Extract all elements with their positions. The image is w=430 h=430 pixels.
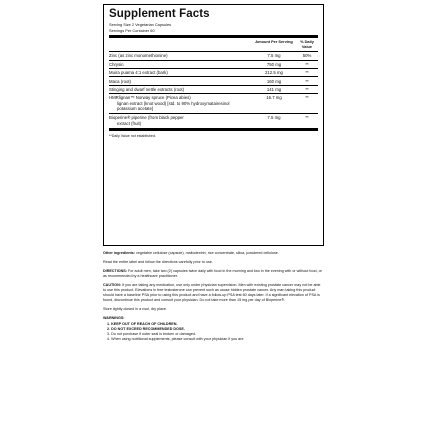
nutrient-dv: 50% (302, 53, 312, 59)
nutrient-name: Bioperine® piperine (from black pepper (109, 115, 184, 121)
nutrient-dv: ** (305, 95, 309, 101)
nutrient-row (109, 114, 318, 121)
panel-title: Supplement Facts (109, 8, 210, 20)
warning-item: 4. When using nutritional supplements, please consult with your physician if you are (107, 337, 244, 341)
nutrient-amount: 7.5 mg (267, 115, 281, 121)
caution-text: If you are taking any medication, use only under physician supervision. Men with existing prostate cancer may not be able to use this product. Elevations in free testosterone can prevent such as cause hidden prostate cancer. Any man taking this product should have a baseline PSA prior to using this product and have a follow-up PSA test 60 days later. If a significant elevation of PSA is found, discontinue this product and consult your physician. Do not take more than 15 mg per day of Bioperine®. (103, 283, 321, 302)
nutrient-row (109, 52, 318, 59)
nutrient-dv: ** (305, 78, 309, 84)
nutrient-row (109, 61, 318, 68)
other-ingredients-label: Other ingredients: (103, 251, 135, 255)
dv-header: % Daily Value (300, 39, 314, 49)
nutrient-row (109, 77, 318, 84)
nutrient-dv: ** (305, 70, 309, 76)
nutrient-amount: 160 mg (266, 78, 282, 84)
footnote: **Daily Value not established. (109, 134, 156, 139)
nutrient-subtext: lignan extract (knot wood) [std. to 90% hydroxymatairesinol potassium acetate] (117, 101, 230, 112)
warning-item: 3. Do not purchase if outer seal is broken or damaged. (107, 332, 196, 336)
caution-label: CAUTION: (103, 283, 122, 287)
label-text-block (103, 251, 324, 342)
directions-text: For adult men, take two (2) capsules twice daily with food in the morning and two in the evening with or without food, or as recommended by a healthcare practitioner. (103, 269, 322, 278)
supplement-facts-panel (103, 4, 324, 246)
nutrient-name: HMRlignan™ Norway spruce (Picea abies) (109, 95, 191, 101)
read-label-notice: Read the entire label and follow the directions carefully prior to use. (103, 260, 213, 264)
caution (103, 283, 324, 303)
nutrient-row (109, 69, 318, 76)
nutrient-amount: 212.5 mg (265, 70, 283, 76)
nutrient-dv: ** (305, 115, 309, 121)
nutrient-dv: ** (305, 86, 309, 92)
warning-item: 2. DO NOT EXCEED RECOMMENDED DOSE. (107, 327, 185, 331)
bottom-rule (109, 128, 318, 131)
nutrient-name: Zinc (as zinc monomethionine) (109, 53, 168, 59)
warnings-label: WARNINGS: (103, 316, 125, 320)
nutrient-amount: 141 mg (266, 86, 282, 92)
nutrient-row (109, 86, 318, 93)
nutrient-name: Chrysin (109, 61, 124, 67)
serving-size: Serving Size 2 Vegetarian Capsules (109, 22, 172, 27)
nutrient-amount: 16.7 mg (266, 95, 282, 101)
nutrient-row (109, 94, 318, 101)
directions-label: DIRECTIONS: (103, 269, 127, 273)
column-header (109, 38, 318, 51)
storage-text: Store tightly closed in a cool, dry place. (103, 307, 167, 311)
nutrient-name: Stinging and dwarf nettle extracts (root) (109, 86, 184, 92)
nutrient-amount: 7.5 mg (267, 53, 281, 59)
directions (103, 269, 324, 279)
nutrient-subtext: extract (fruit) (117, 121, 142, 127)
nutrient-amount: 750 mg (266, 61, 282, 67)
nutrient-dv: ** (305, 61, 309, 67)
warning-item: 1. KEEP OUT OF REACH OF CHILDREN. (107, 322, 178, 326)
other-ingredients (103, 251, 324, 256)
nutrient-name: Maca (root) (109, 78, 131, 84)
nutrient-name: Muira puama 4:1 extract (bark) (109, 70, 168, 76)
amount-header: Amount Per Serving (255, 39, 293, 44)
servings-per-container: Servings Per Container 60 (109, 28, 155, 33)
other-ingredients-text: vegetable cellulose (capsule), maltodextrin, rice concentrate, silica, powdered cellulose. (136, 251, 279, 255)
